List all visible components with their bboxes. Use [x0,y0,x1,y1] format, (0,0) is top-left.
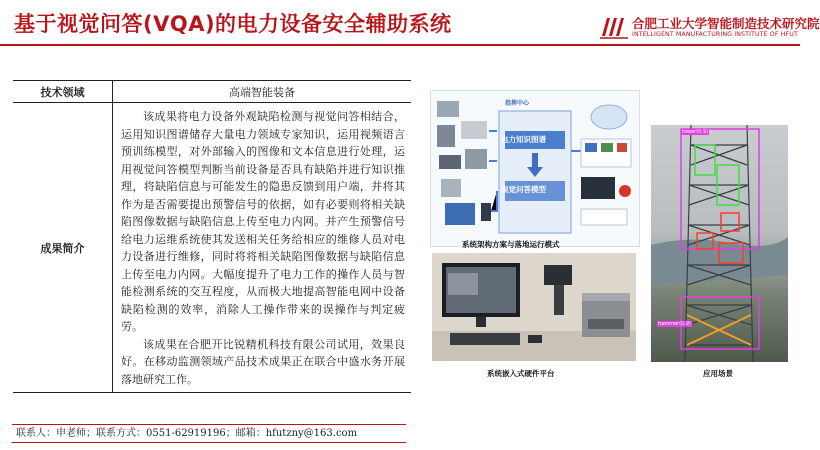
arch-box-knowledge-graph: 电力知识图谱 [501,135,546,144]
arch-caption: 系统架构方案与落地运行模式 [462,240,560,249]
intro-label: 成果简介 [13,103,113,393]
field-label: 技术领域 [13,81,113,103]
device-icon [439,155,461,169]
contact-info: 联系人：申老师；联系方式：0551-62919196；邮箱：hfutzny@163.com [12,424,406,443]
institute-logo [600,12,820,42]
achievement-table [13,80,411,393]
tower-scene-photo [651,125,788,362]
arch-center-title: 指挥中心 [505,100,530,107]
field-row [13,81,411,103]
device-icon [461,121,487,139]
intro-row [13,103,411,393]
title-divider [0,44,800,46]
device-icon [441,179,461,197]
logo-name-cn: 合肥工业大学智能制造技术研究院 [632,16,820,31]
device-icon [465,149,487,169]
tower-label-1: hammer(0.9) [658,321,691,327]
arch-box-vqa-model: 视觉问答模型 [501,185,546,194]
tower-label-0: tower(0.9) [682,129,709,135]
hfut-logo-icon [600,14,628,40]
monitor-icon [581,177,615,199]
architecture-diagram [430,90,640,247]
cloud-icon [591,105,627,129]
intro-paragraph-1: 该成果将电力设备外观缺陷检测与视觉问答相结合，运用知识图谱储存大量电力领域专家知识，运用视频语言预训练模型，对外部输入的图像和文本信息进行处理，运用视觉问答模型判断当前设备是否具有缺陷并进行知识推理，将缺陷信息与可能发生的隐患反馈到用户端，并将其作为是否需要提出预警信号的依据，如有必要则将相关缺陷图像数据与缺陷信息上传至电力内网。并产生预警信号给电力运维系统使其发送相关任务给相应的维修人员对电力设备进行维修，同时将将相关缺陷图像数据与缺陷信息上传至电力内网。大幅度提升了电力工作的操作人员与智能检测系统的交互程度，从而极大地提高智能电网中设备缺陷检测的效率，消除人工操作带来的误操作与判定疲劳。 [121,110,405,333]
laptop-icon [445,203,475,225]
phone-icon [481,203,491,221]
logo-name-en: INTELLIGENT MANUFACTURING INSTITUTE OF HFUT [632,31,798,38]
intro-text [113,103,412,393]
hardware-caption: 系统嵌入式硬件平台 [487,369,555,378]
alarm-icon [619,185,631,197]
field-value: 高端智能装备 [113,81,412,103]
intro-paragraph-2: 该成果在合肥开比锐精机科技有限公司试用，效果良好。在移动监测领域产品技术成果正在联合中盛水务开展落地研究工作。 [121,337,405,386]
hardware-photo [432,253,636,361]
device-icon [437,101,459,117]
page-title: 基于视觉问答(VQA)的电力设备安全辅助系统 [14,12,452,36]
device-icon [437,125,455,147]
architecture-drawing [431,91,639,246]
scene-caption: 应用场景 [703,369,733,378]
